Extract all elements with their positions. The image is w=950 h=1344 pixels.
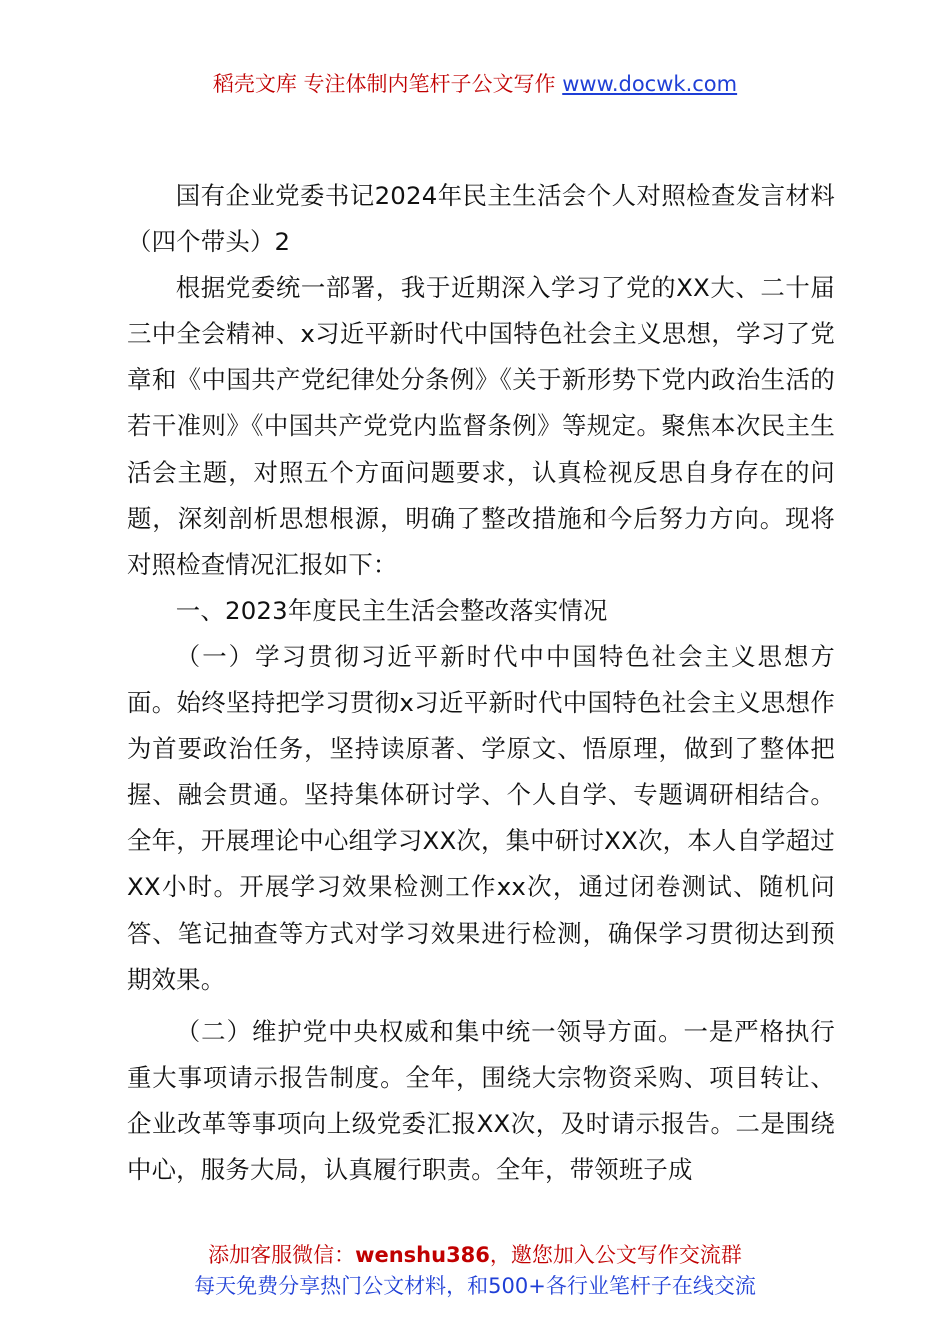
item-paragraph-2: （二）维护党中央权威和集中统一领导方面。一是严格执行重大事项请示报告制度。全年，围绕大宗物资采购、项目转让、企业改革等事项向上级党委汇报XX次，及时请示报告。二是围绕中心，服务大局，认真履行职责。全年，带领班子成 bbox=[127, 1016, 835, 1184]
section-heading: 一、2023年度民主生活会整改落实情况 bbox=[175, 595, 608, 625]
intro-paragraph: 根据党委统一部署，我于近期深入学习了党的XX大、二十届三中全会精神、x习近平新时代中国特色社会主义思想，学习了党章和《中国共产党纪律处分条例》《关于新形势下党内政治生活的若干准则》《中国共产党党内监督条例》等规定。聚焦本次民主生活会主题，对照五个方面问题要求，认真检视反思自身存在的问题，深刻剖析思想根源，明确了整改措施和今后努力方向。现将对照检查情况汇报如下： bbox=[127, 273, 835, 579]
footer-contact-suffix: ，邀您加入公文写作交流群 bbox=[489, 1243, 742, 1267]
document-body bbox=[127, 173, 835, 1193]
document-title: 国有企业党委书记2024年民主生活会个人对照检查发言材料（四个带头）2 bbox=[127, 181, 835, 257]
website-link[interactable]: www.docwk.com bbox=[562, 72, 738, 96]
item-paragraph-1: （一）学习贯彻习近平新时代中中国特色社会主义思想方面。始终坚持把学习贯彻x习近平新时代中国特色社会主义思想作为首要政治任务，坚持读原著、学原文、悟原理，做到了整体把握、融会贯通。坚持集体研讨学、个人自学、专题调研相结合。全年，开展理论中心组学习XX次，集中研讨XX次，本人自学超过XX小时。开展学习效果检测工作xx次，通过闭卷测试、随机问答、笔记抽查等方式对学习效果进行检测，确保学习贯彻达到预期效果。 bbox=[127, 641, 835, 994]
brand-slogan: 稻壳文库 专注体制内笔杆子公文写作 bbox=[212, 72, 563, 96]
footer-promo-line: 每天免费分享热门公文材料，和500+各行业笔杆子在线交流 bbox=[194, 1274, 756, 1298]
footer-contact-prefix: 添加客服微信： bbox=[208, 1243, 356, 1267]
page-footer bbox=[0, 1240, 950, 1302]
footer-contact-line bbox=[0, 1240, 950, 1271]
wechat-id: wenshu386 bbox=[355, 1243, 490, 1267]
page-header bbox=[0, 68, 950, 100]
